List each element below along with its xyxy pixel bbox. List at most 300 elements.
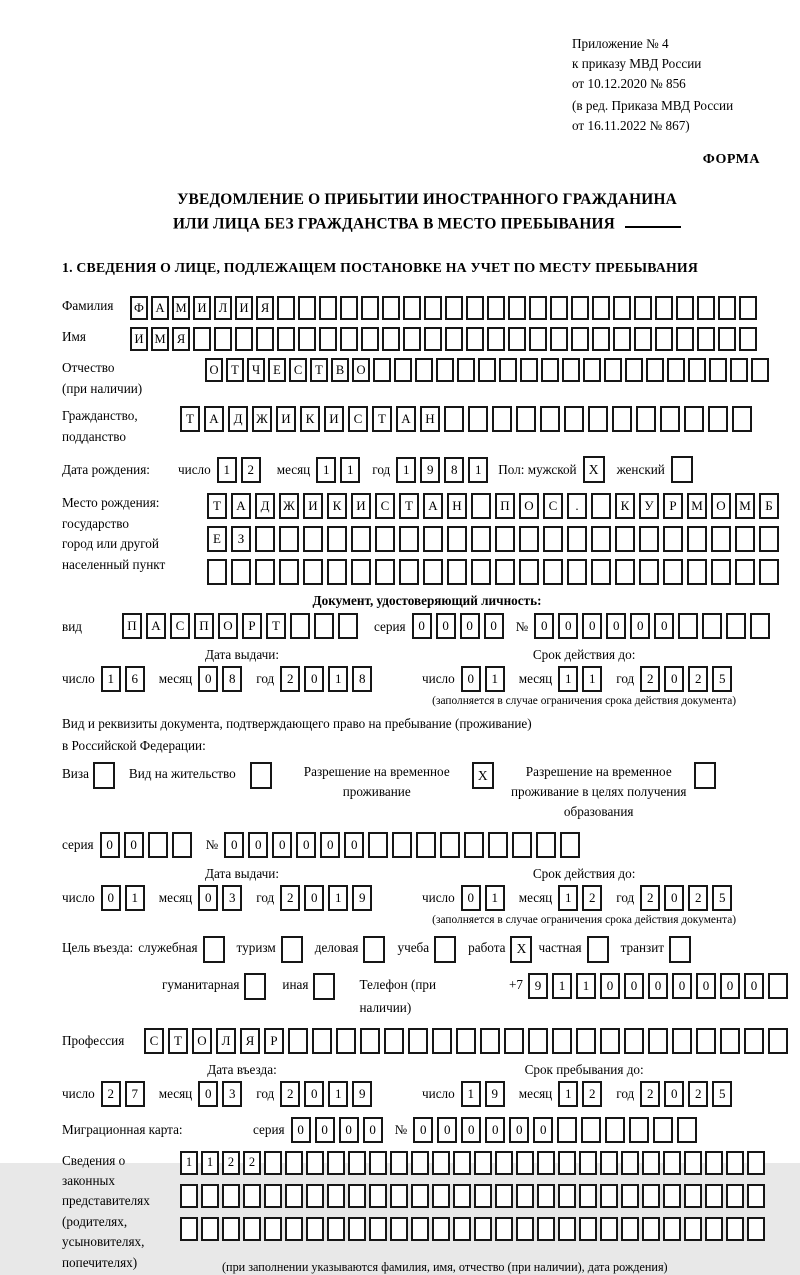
char-box[interactable]: Ж [279,493,299,519]
char-box[interactable] [711,526,731,552]
char-box[interactable] [684,1184,702,1208]
char-box[interactable]: О [711,493,731,519]
char-box[interactable] [411,1184,429,1208]
char-box[interactable]: 9 [420,457,440,483]
char-box[interactable]: 2 [640,1081,660,1107]
char-box[interactable]: 0 [363,1117,383,1143]
char-box[interactable] [591,493,611,519]
char-box[interactable]: 0 [534,613,554,639]
char-box[interactable]: И [193,296,211,320]
char-box[interactable] [369,1184,387,1208]
char-box[interactable]: С [289,358,307,382]
char-box[interactable]: Т [266,613,286,639]
char-box[interactable] [319,327,337,351]
char-box[interactable] [567,526,587,552]
char-box[interactable] [214,327,232,351]
char-box[interactable] [726,1217,744,1241]
char-box[interactable] [634,296,652,320]
char-box[interactable] [416,832,436,858]
char-box[interactable] [697,327,715,351]
char-box[interactable]: 0 [461,666,481,692]
char-box[interactable]: 0 [672,973,692,999]
char-box[interactable] [499,358,517,382]
char-box[interactable] [677,1117,697,1143]
char-box[interactable] [687,559,707,585]
char-box[interactable] [390,1151,408,1175]
char-box[interactable]: 0 [664,885,684,911]
char-box[interactable] [663,526,683,552]
char-box[interactable]: К [615,493,635,519]
char-box[interactable]: 0 [412,613,432,639]
purpose-opt-business-checkbox[interactable] [203,936,225,963]
char-box[interactable] [368,832,388,858]
char-box[interactable] [172,832,192,858]
char-box[interactable] [642,1151,660,1175]
char-box[interactable] [672,1028,692,1054]
char-box[interactable]: О [218,613,238,639]
char-box[interactable]: 0 [198,1081,218,1107]
char-box[interactable] [519,526,539,552]
char-box[interactable]: 0 [664,1081,684,1107]
char-box[interactable]: 0 [198,666,218,692]
char-box[interactable]: 7 [125,1081,145,1107]
char-box[interactable] [705,1217,723,1241]
char-box[interactable]: Я [240,1028,260,1054]
char-box[interactable] [478,358,496,382]
char-box[interactable] [279,559,299,585]
char-box[interactable]: 0 [198,885,218,911]
char-box[interactable] [415,358,433,382]
char-box[interactable] [540,406,560,432]
char-box[interactable] [447,559,467,585]
char-box[interactable]: 2 [243,1151,261,1175]
char-box[interactable] [369,1217,387,1241]
char-box[interactable]: 1 [485,666,505,692]
char-box[interactable] [444,406,464,432]
char-box[interactable] [567,559,587,585]
char-box[interactable] [492,406,512,432]
char-box[interactable] [290,613,310,639]
char-box[interactable]: 0 [720,973,740,999]
char-box[interactable]: П [122,613,142,639]
char-box[interactable] [424,296,442,320]
char-box[interactable] [739,327,757,351]
char-box[interactable] [445,327,463,351]
char-box[interactable] [663,1184,681,1208]
char-box[interactable]: 0 [344,832,364,858]
char-box[interactable] [361,296,379,320]
char-box[interactable] [375,526,395,552]
char-box[interactable] [581,1117,601,1143]
char-box[interactable] [327,1151,345,1175]
char-box[interactable]: 1 [328,885,348,911]
char-box[interactable] [676,296,694,320]
char-box[interactable]: 0 [654,613,674,639]
char-box[interactable] [550,327,568,351]
char-box[interactable] [564,406,584,432]
char-box[interactable] [711,559,731,585]
char-box[interactable] [678,613,698,639]
char-box[interactable]: В [331,358,349,382]
char-box[interactable]: 1 [576,973,596,999]
char-box[interactable] [543,559,563,585]
char-box[interactable]: Е [268,358,286,382]
char-box[interactable] [480,1028,500,1054]
char-box[interactable] [453,1184,471,1208]
char-box[interactable] [655,296,673,320]
char-box[interactable] [588,406,608,432]
char-box[interactable]: 0 [248,832,268,858]
char-box[interactable] [550,296,568,320]
char-box[interactable]: 1 [558,885,578,911]
char-box[interactable] [655,327,673,351]
char-box[interactable] [663,1151,681,1175]
char-box[interactable] [557,1117,577,1143]
char-box[interactable] [222,1184,240,1208]
char-box[interactable]: 0 [582,613,602,639]
char-box[interactable] [495,1217,513,1241]
char-box[interactable]: Т [207,493,227,519]
char-box[interactable] [148,832,168,858]
char-box[interactable]: А [151,296,169,320]
char-box[interactable]: 0 [484,613,504,639]
char-box[interactable] [466,327,484,351]
char-box[interactable] [663,1217,681,1241]
char-box[interactable] [243,1184,261,1208]
char-box[interactable] [298,327,316,351]
char-box[interactable] [277,296,295,320]
char-box[interactable]: Ч [247,358,265,382]
char-box[interactable]: Т [399,493,419,519]
char-box[interactable]: 2 [582,885,602,911]
char-box[interactable] [702,613,722,639]
char-box[interactable] [285,1184,303,1208]
char-box[interactable] [298,296,316,320]
char-box[interactable] [432,1151,450,1175]
char-box[interactable]: О [192,1028,212,1054]
char-box[interactable]: П [495,493,515,519]
char-box[interactable]: 9 [528,973,548,999]
char-box[interactable] [541,358,559,382]
char-box[interactable] [684,406,704,432]
char-box[interactable] [636,406,656,432]
char-box[interactable] [222,1217,240,1241]
char-box[interactable]: 0 [533,1117,553,1143]
char-box[interactable]: 2 [222,1151,240,1175]
char-box[interactable]: О [352,358,370,382]
char-box[interactable] [235,327,253,351]
char-box[interactable] [474,1151,492,1175]
char-box[interactable]: 1 [468,457,488,483]
char-box[interactable] [373,358,391,382]
char-box[interactable] [508,296,526,320]
char-box[interactable] [558,1184,576,1208]
char-box[interactable]: 6 [125,666,145,692]
char-box[interactable] [243,1217,261,1241]
char-box[interactable]: 9 [352,885,372,911]
char-box[interactable] [382,327,400,351]
char-box[interactable]: 1 [340,457,360,483]
char-box[interactable] [327,1217,345,1241]
char-box[interactable]: 2 [241,457,261,483]
char-box[interactable]: 0 [100,832,120,858]
char-box[interactable]: 2 [688,666,708,692]
char-box[interactable] [747,1217,765,1241]
purpose-opt-humanitarian-checkbox[interactable] [244,973,266,1000]
char-box[interactable] [516,1184,534,1208]
char-box[interactable]: 2 [582,1081,602,1107]
char-box[interactable]: 3 [222,1081,242,1107]
char-box[interactable]: 0 [509,1117,529,1143]
char-box[interactable] [744,1028,764,1054]
char-box[interactable]: 0 [460,613,480,639]
char-box[interactable] [504,1028,524,1054]
char-box[interactable] [667,358,685,382]
char-box[interactable] [759,526,779,552]
char-box[interactable]: 0 [224,832,244,858]
char-box[interactable] [277,327,295,351]
char-box[interactable] [579,1151,597,1175]
char-box[interactable] [768,973,788,999]
char-box[interactable] [264,1217,282,1241]
char-box[interactable] [432,1184,450,1208]
char-box[interactable]: Я [256,296,274,320]
char-box[interactable] [319,296,337,320]
char-box[interactable]: И [130,327,148,351]
char-box[interactable]: 0 [624,973,644,999]
char-box[interactable] [537,1217,555,1241]
permit-option-education-checkbox[interactable] [694,762,716,789]
char-box[interactable] [739,296,757,320]
char-box[interactable] [592,296,610,320]
char-box[interactable] [600,1184,618,1208]
char-box[interactable]: 1 [316,457,336,483]
char-box[interactable] [735,526,755,552]
char-box[interactable]: 0 [315,1117,335,1143]
char-box[interactable]: 8 [352,666,372,692]
char-box[interactable]: 2 [280,666,300,692]
char-box[interactable]: Е [207,526,227,552]
char-box[interactable] [709,358,727,382]
char-box[interactable]: 5 [712,885,732,911]
char-box[interactable] [520,358,538,382]
char-box[interactable] [537,1151,555,1175]
char-box[interactable] [390,1217,408,1241]
char-box[interactable] [351,559,371,585]
char-box[interactable] [338,613,358,639]
char-box[interactable]: 2 [688,1081,708,1107]
char-box[interactable] [558,1151,576,1175]
char-box[interactable] [285,1217,303,1241]
char-box[interactable] [495,559,515,585]
char-box[interactable] [453,1217,471,1241]
char-box[interactable]: 0 [696,973,716,999]
char-box[interactable] [600,1217,618,1241]
char-box[interactable]: Р [264,1028,284,1054]
char-box[interactable] [516,1151,534,1175]
char-box[interactable]: 2 [640,885,660,911]
char-box[interactable] [423,526,443,552]
char-box[interactable] [705,1151,723,1175]
char-box[interactable] [466,296,484,320]
purpose-opt-commercial-checkbox[interactable] [363,936,385,963]
char-box[interactable]: 0 [413,1117,433,1143]
char-box[interactable] [600,1028,620,1054]
char-box[interactable] [390,1184,408,1208]
char-box[interactable] [285,1151,303,1175]
char-box[interactable] [759,559,779,585]
char-box[interactable] [264,1184,282,1208]
char-box[interactable] [579,1184,597,1208]
char-box[interactable] [180,1217,198,1241]
char-box[interactable]: М [172,296,190,320]
char-box[interactable]: М [735,493,755,519]
char-box[interactable]: Т [372,406,392,432]
char-box[interactable] [571,327,589,351]
char-box[interactable] [369,1151,387,1175]
char-box[interactable] [558,1217,576,1241]
char-box[interactable] [384,1028,404,1054]
purpose-opt-transit-checkbox[interactable] [669,936,691,963]
char-box[interactable] [552,1028,572,1054]
char-box[interactable]: 1 [582,666,602,692]
char-box[interactable] [653,1117,673,1143]
char-box[interactable]: Л [214,296,232,320]
char-box[interactable] [432,1217,450,1241]
char-box[interactable] [615,559,635,585]
char-box[interactable] [424,327,442,351]
char-box[interactable]: 0 [437,1117,457,1143]
char-box[interactable]: Н [420,406,440,432]
permit-option-temp-checkbox[interactable]: X [472,762,494,789]
char-box[interactable]: 1 [201,1151,219,1175]
char-box[interactable]: Т [168,1028,188,1054]
char-box[interactable]: Б [759,493,779,519]
char-box[interactable] [201,1184,219,1208]
char-box[interactable] [348,1151,366,1175]
purpose-opt-tourism-checkbox[interactable] [281,936,303,963]
char-box[interactable] [730,358,748,382]
char-box[interactable] [306,1217,324,1241]
char-box[interactable] [516,1217,534,1241]
char-box[interactable] [529,327,547,351]
char-box[interactable]: Т [180,406,200,432]
char-box[interactable]: С [170,613,190,639]
char-box[interactable]: 2 [280,1081,300,1107]
char-box[interactable]: С [375,493,395,519]
permit-option-visa-checkbox[interactable] [93,762,115,789]
char-box[interactable]: 2 [640,666,660,692]
char-box[interactable]: 2 [101,1081,121,1107]
char-box[interactable] [726,613,746,639]
char-box[interactable]: 0 [101,885,121,911]
purpose-opt-work-checkbox[interactable]: X [510,936,532,963]
char-box[interactable] [411,1151,429,1175]
char-box[interactable]: 1 [217,457,237,483]
char-box[interactable]: 1 [125,885,145,911]
char-box[interactable]: 0 [648,973,668,999]
char-box[interactable]: А [423,493,443,519]
purpose-opt-other-checkbox[interactable] [313,973,335,1000]
char-box[interactable] [403,327,421,351]
char-box[interactable] [708,406,728,432]
char-box[interactable] [718,327,736,351]
char-box[interactable]: 0 [600,973,620,999]
char-box[interactable]: 2 [688,885,708,911]
char-box[interactable]: 0 [339,1117,359,1143]
char-box[interactable] [256,327,274,351]
char-box[interactable] [340,327,358,351]
char-box[interactable] [264,1151,282,1175]
char-box[interactable] [306,1151,324,1175]
char-box[interactable] [605,1117,625,1143]
char-box[interactable]: Ж [252,406,272,432]
char-box[interactable]: К [300,406,320,432]
char-box[interactable]: 0 [744,973,764,999]
char-box[interactable] [718,296,736,320]
char-box[interactable] [571,296,589,320]
char-box[interactable] [750,613,770,639]
char-box[interactable]: И [324,406,344,432]
char-box[interactable]: 0 [558,613,578,639]
char-box[interactable] [621,1184,639,1208]
char-box[interactable] [751,358,769,382]
char-box[interactable] [408,1028,428,1054]
char-box[interactable] [180,1184,198,1208]
char-box[interactable] [423,559,443,585]
char-box[interactable]: С [144,1028,164,1054]
char-box[interactable] [604,358,622,382]
char-box[interactable] [327,559,347,585]
char-box[interactable] [621,1217,639,1241]
char-box[interactable]: 5 [712,666,732,692]
char-box[interactable]: Т [310,358,328,382]
char-box[interactable] [705,1184,723,1208]
char-box[interactable]: 1 [558,666,578,692]
char-box[interactable] [327,1184,345,1208]
char-box[interactable] [642,1217,660,1241]
char-box[interactable] [508,327,526,351]
char-box[interactable]: 1 [558,1081,578,1107]
char-box[interactable]: 0 [436,613,456,639]
char-box[interactable] [529,296,547,320]
char-box[interactable] [726,1151,744,1175]
char-box[interactable] [495,1151,513,1175]
char-box[interactable] [688,358,706,382]
sex-male-checkbox[interactable]: X [583,456,605,483]
char-box[interactable]: 0 [124,832,144,858]
char-box[interactable]: Д [255,493,275,519]
char-box[interactable] [457,358,475,382]
char-box[interactable]: 0 [320,832,340,858]
char-box[interactable]: 8 [222,666,242,692]
char-box[interactable]: 5 [712,1081,732,1107]
char-box[interactable] [735,559,755,585]
char-box[interactable] [436,358,454,382]
char-box[interactable] [684,1151,702,1175]
char-box[interactable] [639,526,659,552]
char-box[interactable]: 0 [606,613,626,639]
char-box[interactable]: И [303,493,323,519]
char-box[interactable] [279,526,299,552]
char-box[interactable]: 1 [328,666,348,692]
char-box[interactable] [351,526,371,552]
char-box[interactable]: 0 [461,885,481,911]
char-box[interactable]: И [235,296,253,320]
char-box[interactable] [303,559,323,585]
char-box[interactable] [495,1184,513,1208]
char-box[interactable] [536,832,556,858]
